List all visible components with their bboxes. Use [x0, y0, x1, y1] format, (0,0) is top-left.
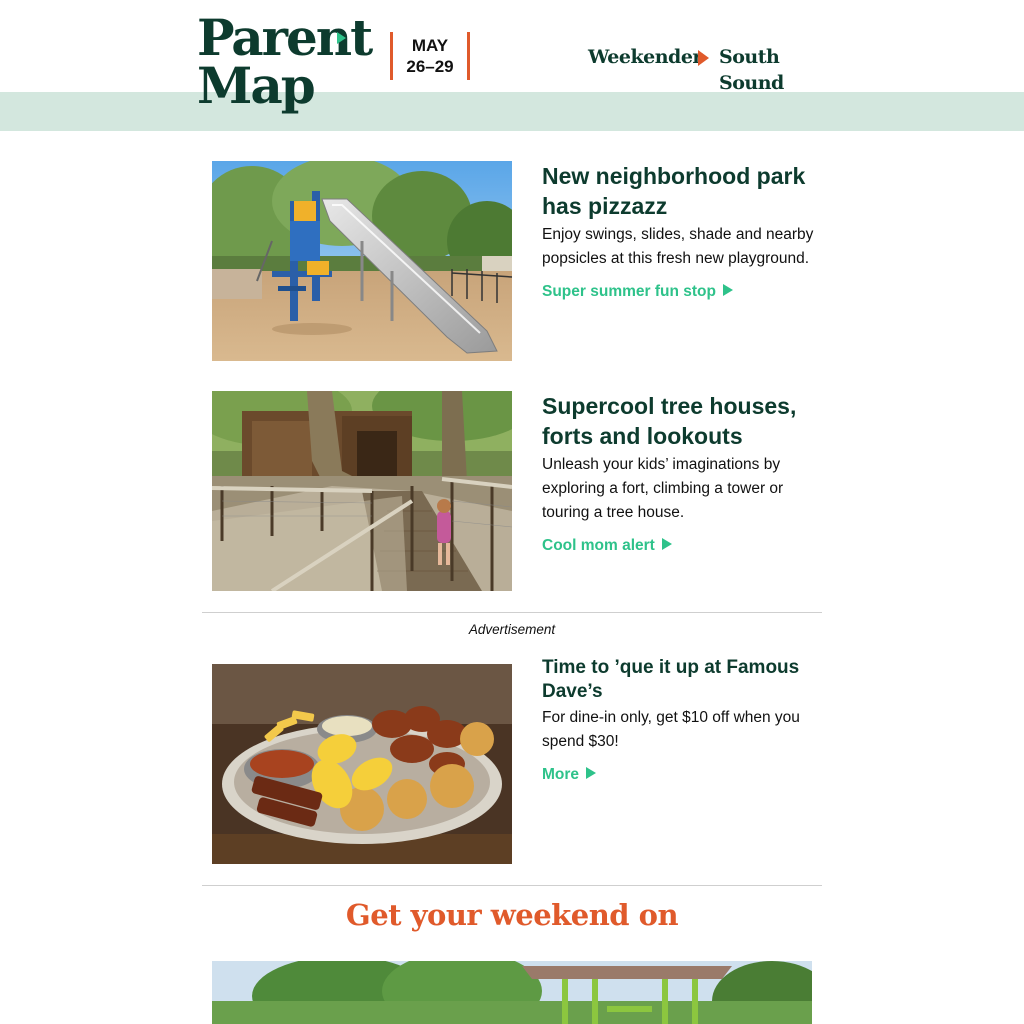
sponsored-title[interactable]: Time to ’que it up at Famous Dave’s [542, 657, 800, 702]
story-title[interactable]: New neighborhood park has pizzazz [542, 163, 806, 219]
breadcrumb-arrow-icon [698, 50, 709, 66]
story-text [542, 161, 832, 304]
breadcrumb-weekender[interactable]: Weekender [588, 46, 702, 68]
issue-month: MAY [411, 36, 449, 55]
bbq-platter-photo[interactable] [212, 664, 512, 864]
story-title[interactable]: Supercool tree houses, forts and lookouts [542, 393, 797, 449]
park-playground-photo[interactable] [212, 961, 812, 1024]
advertisement-label: Advertisement [468, 622, 556, 637]
story-link-label: Cool mom alert [542, 537, 655, 554]
email-header [0, 0, 1024, 131]
divider [202, 885, 822, 886]
story-text [542, 391, 832, 558]
story-link[interactable] [542, 534, 672, 558]
treehouse-boardwalk-photo[interactable] [212, 391, 512, 591]
logo-text-line1: Parent [197, 8, 372, 67]
sponsored-link[interactable] [542, 763, 596, 787]
section-heading: Get your weekend on [345, 898, 679, 932]
story-link-label: Super summer fun stop [542, 283, 716, 300]
divider [202, 612, 822, 613]
story-summary: Enjoy swings, slides, shade and nearby popsicles at this fresh new playground. [542, 226, 814, 267]
sponsored-link-label: More [542, 766, 580, 783]
play-arrow-icon [723, 284, 733, 296]
logo-text-line2: Map [197, 56, 314, 115]
sponsored-card [212, 656, 832, 864]
story-summary: Unleash your kids’ imaginations by exploring a fort, climbing a tower or touring a tree house. [542, 456, 784, 521]
header-band [0, 92, 1024, 131]
story-link[interactable] [542, 280, 733, 304]
story-card [212, 161, 832, 361]
story-card [212, 391, 832, 591]
newsletter-breadcrumb [588, 44, 838, 94]
parentmap-logo[interactable] [197, 8, 372, 122]
issue-date [390, 32, 470, 80]
issue-days: 26–29 [406, 57, 454, 76]
play-arrow-icon [586, 767, 596, 779]
logo-play-icon [337, 32, 346, 44]
sponsored-summary: For dine-in only, get $10 off when you spend $30! [542, 709, 800, 750]
breadcrumb-south-sound[interactable]: South Sound [719, 46, 784, 94]
play-arrow-icon [662, 538, 672, 550]
playground-slide-photo[interactable] [212, 161, 512, 361]
sponsored-text [542, 656, 832, 787]
